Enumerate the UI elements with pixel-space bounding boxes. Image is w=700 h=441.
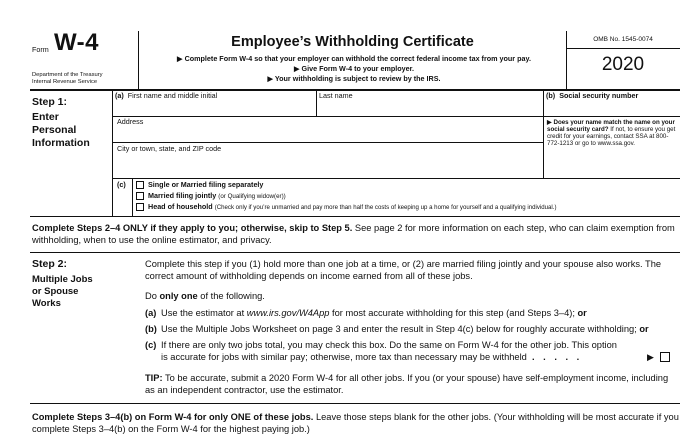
single-label: Single or Married filing separately [148,180,264,189]
form-title: Employee’s Withholding Certificate [231,34,474,50]
city-label: City or town, state, and ZIP code [117,144,222,153]
city-input[interactable] [113,143,543,178]
two-jobs-checkbox[interactable] [660,352,670,362]
married-label: Married filing jointly (or Qualifying widow(er)) [148,191,286,200]
steps-2-4-note: Complete Steps 2–4 ONLY if they apply to you; otherwise, skip to Step 5. See page 2 for more information on each step, who can claim exemption from withholding, when to use the online estimator, and privacy. [32,223,675,245]
estimator-link[interactable]: www.irs.gov/W4App [246,308,330,318]
option-c-tag: (c) [145,340,157,350]
option-c-line-2: is accurate for jobs with similar pay; otherwise, more tax than necessary may be withheld . . . . . [161,352,583,362]
arrow-right-icon: ▶ [647,352,654,362]
option-b-tag: (b) [145,324,157,334]
last-name-label: Last name [319,91,353,100]
do-only-one: Do only one of the following. [145,291,265,301]
option-c-line-1: If there are only two jobs total, you may check this box. Do the same on Form W-4 for the other job. This option [161,340,617,350]
option-a-text: Use the estimator at www.irs.gov/W4App for most accurate withholding for this step (and Steps 3–4); or [161,308,587,318]
address-label: Address [117,117,144,126]
dept-line-1: Department of the Treasury [32,72,103,78]
omb-number: OMB No. 1545-0074 [593,36,653,43]
option-a-tag: (a) [145,308,157,318]
ssn-note: ▶ Does your name match the name on your social security card? If not, to ensure you get credit for your earnings, contact SSA at 800-772-1213 or go to www.ssa.gov. [547,119,676,147]
step2-label: Step 2: [32,258,68,270]
filing-status-tag: (c) [117,180,126,189]
dept-line-2: Internal Revenue Service [32,79,98,85]
instruction-line-3: ▶ Your withholding is subject to review by the IRS. [267,74,441,83]
step2-title: Multiple Jobs or Spouse Works [32,274,93,309]
ssn-label: (b) Social security number [546,91,639,100]
head-of-household-checkbox[interactable] [136,203,144,211]
first-name-label: (a) First name and middle initial [115,91,218,100]
instruction-line-1: ▶ Complete Form W-4 so that your employer can withhold the correct federal income tax from your pay. [177,54,531,63]
step1-label: Step 1: [32,96,68,108]
form-number: W-4 [54,29,100,56]
single-checkbox[interactable] [136,181,144,189]
last-name-input[interactable] [317,92,543,116]
tip-text: TIP: To be accurate, submit a 2020 Form W-4 for all other jobs. If you (or your spouse) have self-employment income, including as an independent contractor, use the estimator. [145,373,669,395]
married-checkbox[interactable] [136,192,144,200]
address-input[interactable] [113,117,543,142]
tax-year: 2020 [601,54,645,75]
instruction-line-2: ▶ Give Form W-4 to your employer. [293,64,414,73]
option-b-text: Use the Multiple Jobs Worksheet on page 3 and enter the result in Step 4(c) below for roughly accurate withholding; or [161,324,649,334]
head-of-household-label: Head of household (Check only if you’re unmarried and pay more than half the costs of keeping up a home for yourself and a qualifying individual.) [148,202,557,211]
steps-3-4-note: Complete Steps 3–4(b) on Form W-4 for only ONE of these jobs. Leave those steps blank for the other jobs. (Your withholding will be most accurate if you complete Steps 3–4(b) on the Form W-4 for the highest paying job.) [32,412,679,434]
first-name-input[interactable] [113,92,316,116]
step2-intro: Complete this step if you (1) hold more than one job at a time, or (2) are married filing jointly and your spouse also works. The correct amount of withholding depends on income earned from all of these jobs. [145,259,662,281]
form-label: Form [32,45,49,54]
ssn-input[interactable] [544,100,680,116]
step1-title: Enter Personal Information [32,111,90,149]
